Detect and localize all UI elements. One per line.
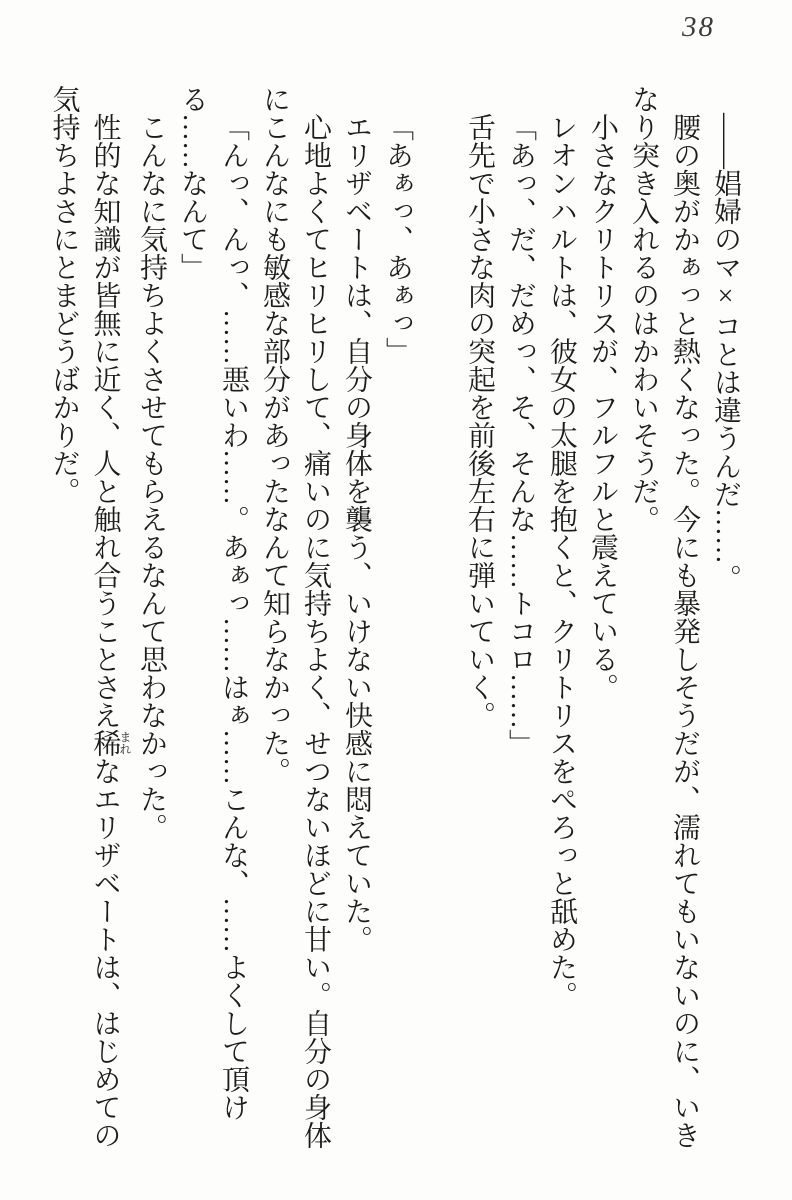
paragraph: レオンハルトは、彼女の太腿を抱くと、クリトリスをぺろっと舐めた。	[546, 113, 577, 1009]
page-number: 38	[682, 11, 715, 43]
paragraph: 「んっ、んっ、……悪いわ……。あぁっ……はぁ……こんな、……よくして頂ける……なんて」	[177, 85, 249, 1121]
paragraph: 性的な知識が皆無に近く、人と触れ合うことさえ稀まれなエリザベートは、はじめての気持ちよさにとまどうばかりだ。	[48, 85, 132, 1149]
paragraph: ――娼婦のマ×コとは違うんだ……。	[710, 113, 741, 592]
paragraph: 腰の奥がかぁっと熱くなった。今にも暴発しそうだが、濡れてもいないのに、いきなり突き入れるのはかわいそうだ。	[628, 85, 700, 1149]
paragraph: 心地よくてヒリヒリして、痛いのに気持ちよく、せつないほどに甘い。自分の身体にこんなにも敏感な部分があったなんて知らなかった。	[259, 85, 331, 1149]
paragraph: 小さなクリトリスが、フルフルと震えている。	[587, 113, 618, 701]
paragraph: 舌先で小さな肉の突起を前後左右に弾いていく。	[464, 113, 495, 729]
paragraph: こんなに気持ちよくさせてもらえるなんて思わなかった。	[136, 113, 167, 841]
paragraph: エリザベートは、自分の身体を襲う、いけない快感に悶えていた。	[341, 113, 372, 953]
page-text	[44, 85, 747, 1149]
paragraph: 「あぁっ、あぁっ」	[382, 113, 413, 365]
paragraph: 「あっ、だ、だめっ、そ、そんな……トコロ……」	[505, 113, 536, 757]
